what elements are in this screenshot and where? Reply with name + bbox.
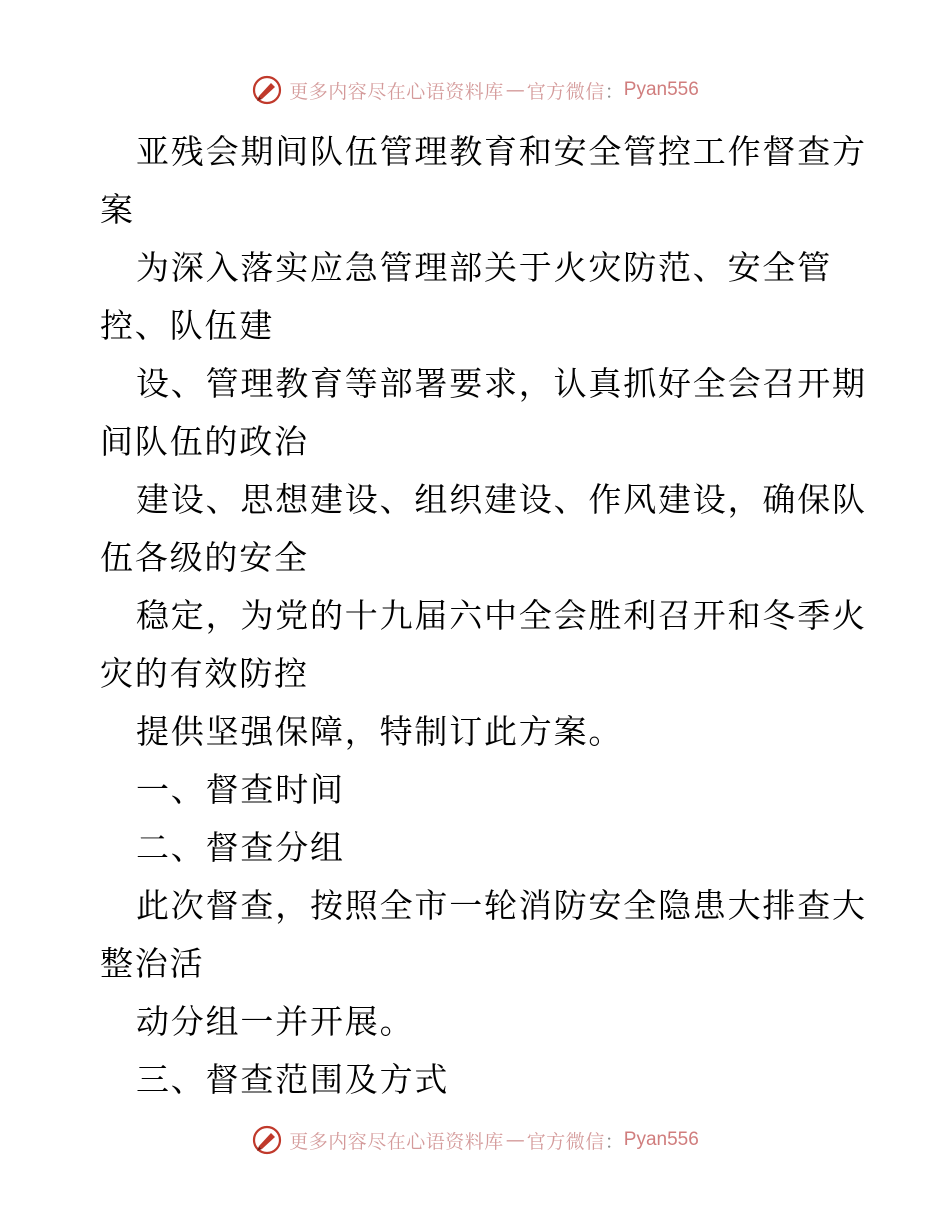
paragraph-line: 伍各级的安全 — [100, 538, 309, 577]
watermark-site-text: 更多内容尽在心语资料库 — [289, 1130, 504, 1153]
document-title-line-1: 亚残会期间队伍管理教育和安全管控工作督查方 — [136, 132, 867, 171]
footer-watermark — [0, 1120, 950, 1160]
watermark-label: 官方微信 — [526, 1130, 605, 1153]
watermark-dash: — — [505, 79, 525, 101]
paragraph-line: 稳定，为党的十九届六中全会胜利召开和冬季火 — [136, 596, 867, 635]
header-watermark — [0, 70, 950, 110]
watermark-wechat-id: Pyan556 — [623, 1129, 699, 1150]
watermark-label: 官方微信 — [526, 80, 605, 103]
paragraph-line: 间队伍的政治 — [100, 422, 309, 461]
watermark-separator: ： — [604, 80, 624, 103]
section-heading: 一、督查时间 — [136, 770, 345, 809]
paragraph-line: 控、队伍建 — [100, 306, 274, 345]
paragraph-line: 灾的有效防控 — [100, 654, 309, 693]
paragraph-line: 动分组一并开展。 — [136, 1002, 415, 1041]
paragraph-line: 整治活 — [100, 944, 205, 983]
paragraph-line: 建设、思想建设、组织建设、作风建设，确保队 — [136, 480, 867, 519]
paragraph-line: 此次督查，按照全市一轮消防安全隐患大排查大 — [136, 886, 867, 925]
watermark-dash: — — [505, 1129, 525, 1151]
pen-logo-icon — [251, 74, 283, 106]
watermark-wechat-id: Pyan556 — [623, 79, 699, 100]
pen-logo-icon — [251, 1124, 283, 1156]
paragraph-line: 为深入落实应急管理部关于火灾防范、安全管 — [136, 248, 832, 287]
document-title-line-2: 案 — [100, 190, 135, 229]
section-heading: 二、督查分组 — [136, 828, 345, 867]
watermark-separator: ： — [604, 1130, 624, 1153]
watermark-site-text: 更多内容尽在心语资料库 — [289, 80, 504, 103]
paragraph-line: 设、管理教育等部署要求，认真抓好全会召开期 — [136, 364, 867, 403]
paragraph-line: 提供坚强保障，特制订此方案。 — [136, 712, 624, 751]
section-heading: 三、督查范围及方式 — [136, 1060, 450, 1099]
